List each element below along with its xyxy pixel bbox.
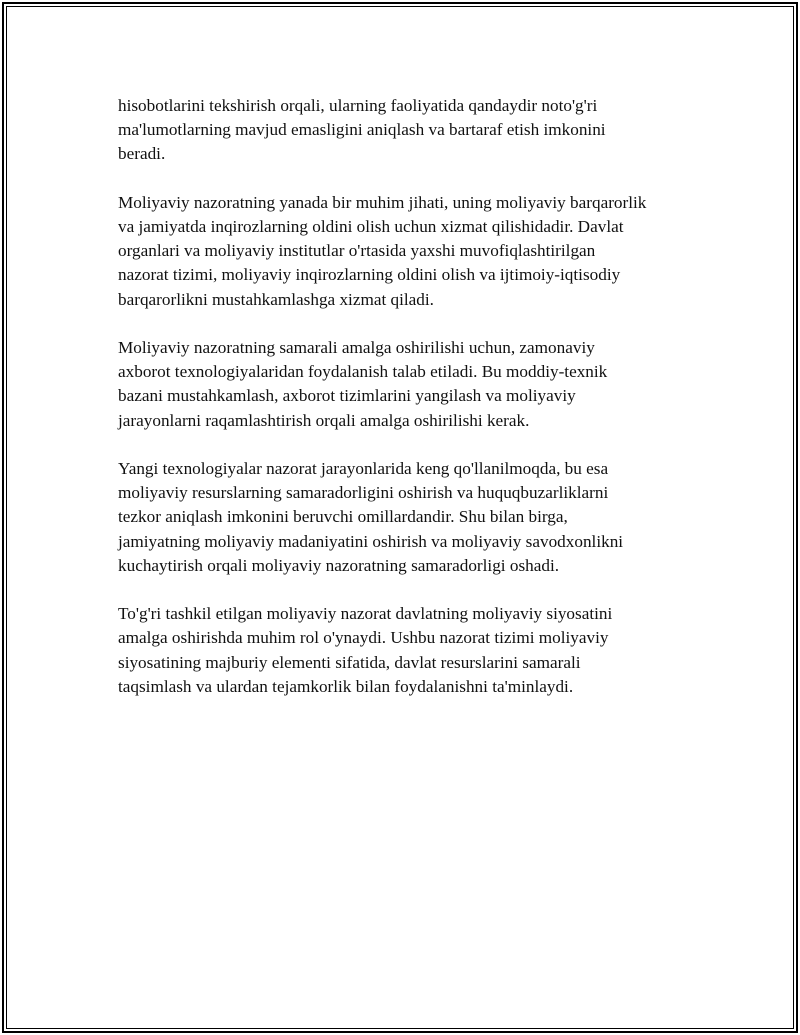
text-line: hisobotlarini tekshirish orqali, ularning faoliyatida qandaydir noto'g'ri <box>118 96 598 115</box>
paragraph <box>118 457 698 578</box>
text-line: tezkor aniqlash imkonini beruvchi omillardandir. Shu bilan birga, <box>118 507 568 527</box>
text-line: nazorat tizimi, moliyaviy inqirozlarning oldini olish va ijtimoiy-iqtisodiy <box>118 265 621 285</box>
text-line: organlari va moliyaviy institutlar o'rtasida yaxshi muvofiqlashtirilgan <box>118 241 596 261</box>
text-line: siyosatining majburiy elementi sifatida, davlat resurslarini samarali <box>118 652 581 672</box>
document-body <box>118 94 698 723</box>
text-line: jarayonlarni raqamlashtirish orqali amalga oshirilishi kerak. <box>118 410 530 430</box>
text-line: jamiyatning moliyaviy madaniyatini oshirish va moliyaviy savodxonlikni <box>118 531 624 551</box>
text-line: kuchaytirish orqali moliyaviy nazoratning samaradorligi oshadi. <box>118 555 560 575</box>
text-line: beradi. <box>118 144 166 164</box>
text-line: axborot texnologiyalaridan foydalanish talab etiladi. Bu moddiy-texnik <box>118 362 608 382</box>
paragraph <box>118 94 698 167</box>
text-line: ma'lumotlarning mavjud emasligini aniqlash va bartaraf etish imkonini <box>118 120 606 140</box>
paragraph <box>118 336 698 433</box>
paragraph <box>118 602 698 699</box>
text-line: Moliyaviy nazoratning samarali amalga oshirilishi uchun, zamonaviy <box>118 338 595 357</box>
paragraph <box>118 191 698 312</box>
text-line: barqarorlikni mustahkamlashga xizmat qiladi. <box>118 289 434 309</box>
text-line: Moliyaviy nazoratning yanada bir muhim jihati, uning moliyaviy barqarorlik <box>118 192 647 212</box>
text-line: va jamiyatda inqirozlarning oldini olish uchun xizmat qilishidadir. Davlat <box>118 217 624 236</box>
text-line: bazani mustahkamlash, axborot tizimlarini yangilash va moliyaviy <box>118 386 576 406</box>
text-line: amalga oshirishda muhim rol o'ynaydi. Ushbu nazorat tizimi moliyaviy <box>118 628 609 648</box>
text-line: Yangi texnologiyalar nazorat jarayonlarida keng qo'llanilmoqda, bu esa <box>118 459 609 478</box>
text-line: moliyaviy resurslarning samaradorligini oshirish va huquqbuzarliklarni <box>118 483 609 503</box>
text-line: taqsimlash va ulardan tejamkorlik bilan foydalanishni ta'minlaydi. <box>118 676 574 696</box>
text-line: To'g'ri tashkil etilgan moliyaviy nazorat davlatning moliyaviy siyosatini <box>118 604 613 624</box>
